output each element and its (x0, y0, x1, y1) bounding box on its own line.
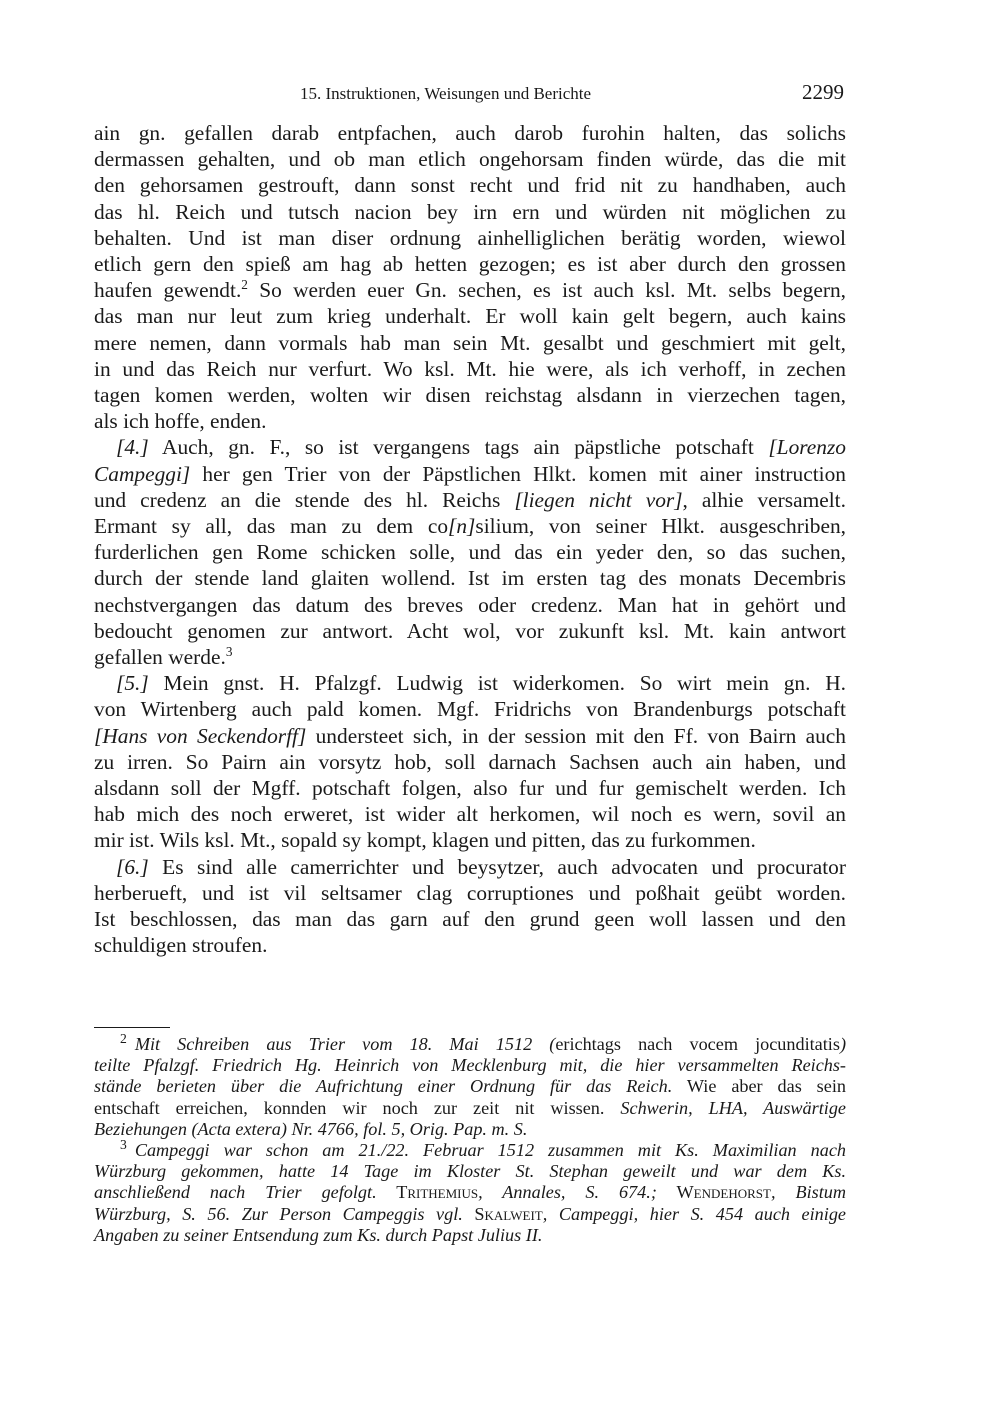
footnote-ref-3[interactable]: 3 (225, 643, 233, 659)
main-text (94, 120, 846, 959)
footnote-divider (94, 1027, 170, 1028)
page-number: 2299 (802, 80, 844, 104)
paragraph-5: [5.] Mein gnst. H. Pfalzgf. Ludwig ist widerkomen. So wirt mein gn. H. von Wirtenberg auch pald komen. Mgf. Fridrichs von Brandenburgs potschaft [Hans von Seckendorff] understeet sich, in der session mit den Ff. von Bairn auch zu irren. So Pairn ain vorsytz hob, soll darnach Sachsen auch ain haben, und alsdann soll der Mgff. potschaft folgen, also fur und fur gemischelt werden. Ich hab mich des noch erweret, ist wider alt herkomen, wil noch es wern, sovil an mir ist. Wils ksl. Mt., sopald sy kompt, klagen und pitten, das zu furkommen. (94, 671, 846, 853)
footnote-ref-2[interactable]: 2 (241, 277, 248, 293)
running-title: 15. Instruktionen, Weisungen und Berichte (300, 84, 592, 103)
footnote-2: $^2$ Mit Schreiben aus Trier vom 18. Mai 1512 (erichtags nach vocem jocunditatis) teilte Pfalzgf. Friedrich Hg. Heinrich von Mecklenburg mit, die hier versammelten Reichs- stände berieten über die Aufrichtung einer Ordnung für das Reich. Wie aber das sein entschaft erreichen, konnden wir noch zur zeit nit wissen. Schwerin, LHA, Auswärtige Beziehungen (Acta extera) Nr. 4766, fol. 5, Orig. Pap. m. S. (94, 1030, 846, 1139)
footnotes (94, 1030, 846, 1246)
section-marker: [5.] (116, 671, 149, 696)
footnote-3: $^3$ Campeggi war schon am 21./22. Februar 1512 zusammen mit Ks. Maximilian nach Würzburg gekommen, hatte 14 Tage im Kloster St. Stephan geweilt und war dem Ks. anschließend nach Trier gefolgt. Trithemius, Annales, S. 674.; Wendehorst, Bistum Würzburg, S. 56. Zur Person Campeggis vgl. Skalweit, Campeggi, hier S. 454 auch einige Angaben zu seiner Entsendung zum Ks. durch Papst Julius II. (94, 1136, 846, 1245)
paragraph-4: [4.] Auch, gn. F., so ist vergangens tags ain päpstliche potschaft [Lorenzo Campeggi] her gen Trier von der Päpstlichen Hlkt. komen mit ainer instruction und credenz an die stende des hl. Reichs [liegen nicht vor], alhie versamelt. Ermant sy all, das man zu dem co[n]silium, von seiner Hlkt. ausgeschriben, furderlichen gen Rome schicken solle, und das ein yeder den, so das suchen, durch der stende land glaiten wollend. Ist im ersten tag des monats Decembris nechstvergangen das datum des breves oder credenz. Man hat in gehört und bedoucht genomen zur antwort. Acht wol, vor zukunft ksl. Mt. kain antwort gefallen werde.$^3$ (94, 435, 846, 670)
running-header (94, 80, 846, 110)
section-marker: [4.] (116, 435, 149, 460)
paragraph-6: [6.] Es sind alle camerrichter und beysytzer, auch advocaten und procurator herberueft, und ist vil seltsamer clag corruptiones und poßhait geübt worden. Ist beschlossen, das man das garn auf den grund geen woll lassen und den schuldigen stroufen. (94, 854, 846, 958)
paragraph-continuation: ain gn. gefallen darab entpfachen, auch darob furohin halten, das solichs dermassen gehalten, und ob man etlich ongehorsam finden würde, das die mit den gehorsamen gestrouft, dann sonst recht und frid nit zu handhaben, auch das hl. Reich und tutsch nacion bey irn ern und würden nit möglichen zu behalten. Und ist man diser ordnung ainhelliglichen berätig worden, wiewol etlich gern den spieß am hag ab hetten gezogen; es ist aber durch den grossen haufen gewendt.$^2$ So werden euer Gn. sechen, es ist auch ksl. Mt. selbs begern, das man nur leut zum krieg underhalt. Er woll kain gelt begern, auch kains mere nemen, dann vormals hab man sein Mt. gesalbt und geschmiert mit gelt, in und das Reich nur verfurt. Wo ksl. Mt. hie were, als ich verhoff, in zechen tagen komen werden, wolten wir disen reichstag alsdann in vierzechen tagen, als ich hoffe, enden. (94, 121, 846, 434)
section-marker: [6.] (116, 854, 149, 879)
